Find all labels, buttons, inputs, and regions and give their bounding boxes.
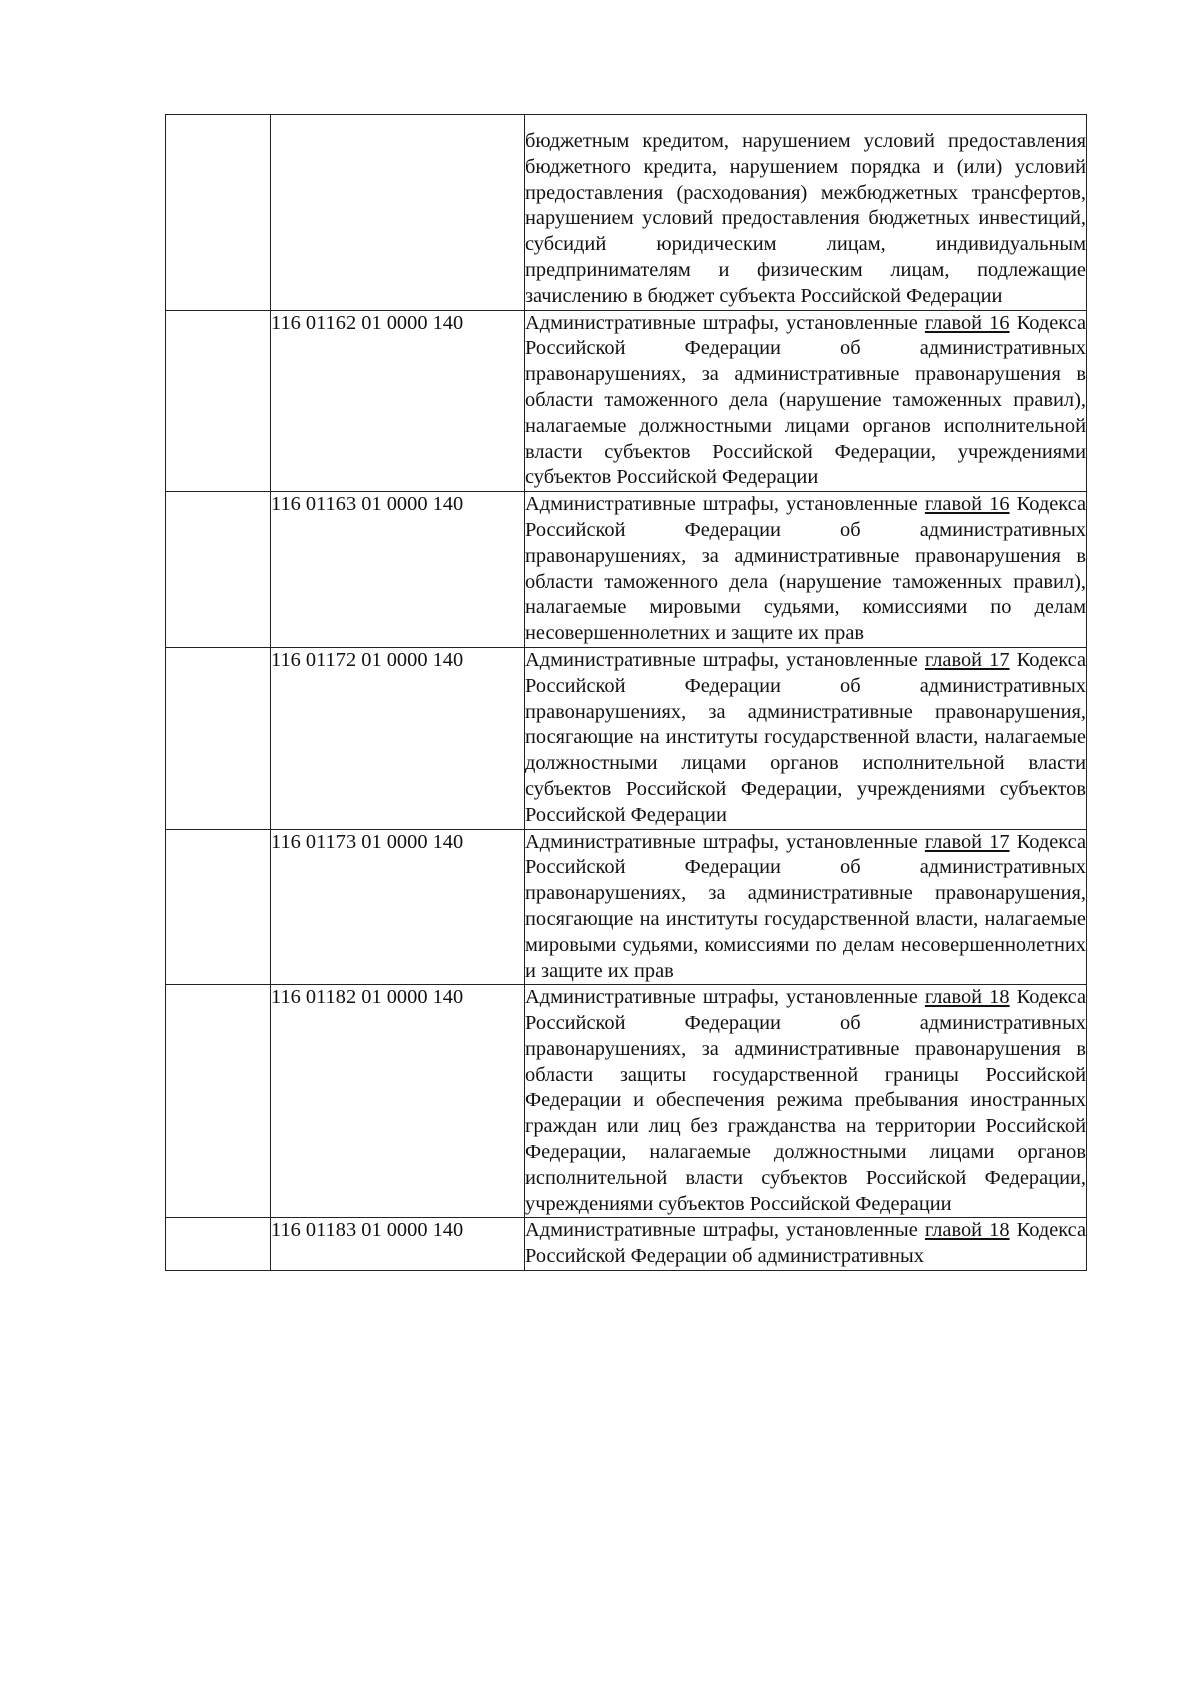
chapter-link[interactable]: главой 16	[924, 311, 1010, 334]
budget-codes-table	[165, 114, 1087, 1271]
budget-code-cell	[271, 115, 525, 311]
description-text-rest: Кодекса Российской Федерации об административных правонарушениях, за административные правонарушения в области защиты государственной границы Российской Федерации и обеспечения режима пребывания иностранных граждан или лиц без гражданства на территории Российской Федерации, налагаемые должностными лицами органов исполнительной власти субъектов Российской Федерации, учреждениями субъектов Российской Федерации	[525, 986, 1087, 1215]
admin-code-cell	[166, 115, 271, 311]
budget-code-cell: 116 01163 01 0000 140	[271, 492, 525, 648]
description-text-rest: Кодекса Российской Федерации об административных правонарушениях, за административные правонарушения, посягающие на институты государственной власти, налагаемые должностными лицами органов исполнительной власти субъектов Российской Федерации, учреждениями субъектов Российской Федерации	[525, 648, 1087, 826]
table-row	[166, 310, 1087, 492]
admin-code-cell	[166, 310, 271, 492]
description-text: бюджетным кредитом, нарушением условий предоставления бюджетного кредита, нарушением порядка и (или) условий предоставления (расходования) межбюджетных трансфертов, нарушением условий предоставления бюджетных инвестиций, субсидий юридическим лицам, индивидуальным предпринимателям и физическим лицам, подлежащие зачислению в бюджет субъекта Российской Федерации	[525, 130, 1086, 307]
description-text: Административные штрафы, установленные	[525, 648, 925, 671]
description-text-rest: Кодекса Российской Федерации об административных правонарушениях, за административные правонарушения, посягающие на институты государственной власти, налагаемые мировыми судьями, комиссиями по делам несовершеннолетних и защите их прав	[525, 830, 1087, 982]
description-cell	[525, 985, 1087, 1218]
table-row	[166, 1218, 1087, 1271]
admin-code-cell	[166, 1218, 271, 1271]
table-row	[166, 115, 1087, 311]
chapter-link[interactable]: главой 17	[924, 830, 1010, 853]
budget-code-cell: 116 01183 01 0000 140	[271, 1218, 525, 1271]
description-text: Административные штрафы, установленные	[525, 830, 925, 853]
admin-code-cell	[166, 492, 271, 648]
description-cell	[525, 310, 1087, 492]
description-cell	[525, 492, 1087, 648]
chapter-link[interactable]: главой 18	[924, 986, 1010, 1009]
admin-code-cell	[166, 829, 271, 985]
chapter-link[interactable]: главой 18	[924, 1219, 1010, 1242]
budget-code-cell: 116 01162 01 0000 140	[271, 310, 525, 492]
admin-code-cell	[166, 985, 271, 1218]
table-row	[166, 492, 1087, 648]
description-cell	[525, 1218, 1087, 1271]
description-text-rest: Кодекса Российской Федерации об административных	[525, 1219, 1087, 1268]
chapter-link[interactable]: главой 16	[924, 493, 1010, 516]
description-cell	[525, 647, 1087, 829]
chapter-link[interactable]: главой 17	[924, 648, 1010, 671]
description-text: Административные штрафы, установленные	[525, 1219, 925, 1242]
table-row	[166, 829, 1087, 985]
table-row	[166, 985, 1087, 1218]
description-text-rest: Кодекса Российской Федерации об административных правонарушениях, за административные правонарушения в области таможенного дела (нарушение таможенных правил), налагаемые должностными лицами органов исполнительной власти субъектов Российской Федерации, учреждениями субъектов Российской Федерации	[525, 311, 1087, 489]
description-cell	[525, 115, 1087, 311]
description-text: Административные штрафы, установленные	[525, 311, 925, 334]
description-text: Административные штрафы, установленные	[525, 986, 925, 1009]
admin-code-cell	[166, 647, 271, 829]
table-row	[166, 647, 1087, 829]
budget-code-cell: 116 01182 01 0000 140	[271, 985, 525, 1218]
description-cell	[525, 829, 1087, 985]
description-text: Административные штрафы, установленные	[525, 493, 925, 516]
description-text-rest: Кодекса Российской Федерации об административных правонарушениях, за административные правонарушения в области таможенного дела (нарушение таможенных правил), налагаемые мировыми судьями, комиссиями по делам несовершеннолетних и защите их прав	[525, 493, 1087, 645]
budget-code-cell: 116 01172 01 0000 140	[271, 647, 525, 829]
budget-code-cell: 116 01173 01 0000 140	[271, 829, 525, 985]
